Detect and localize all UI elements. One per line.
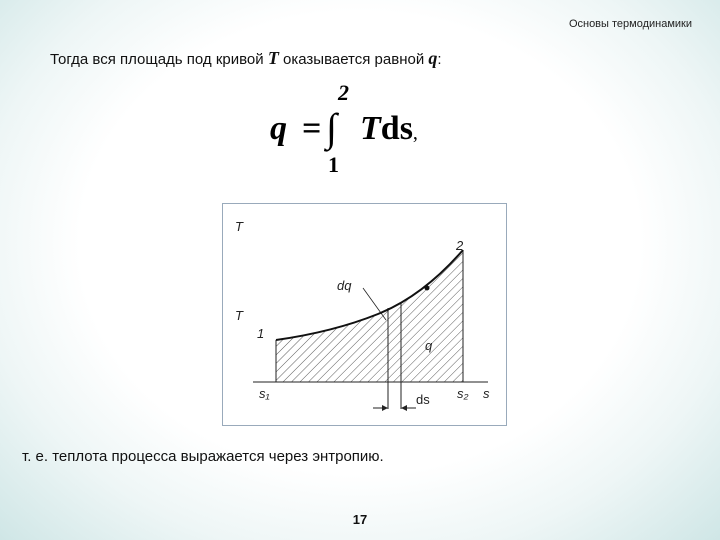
- intro-part1: Тогда вся площадь под кривой: [50, 51, 268, 68]
- dq-label: dq: [337, 278, 352, 293]
- intro-part2: оказывается равной: [278, 51, 429, 68]
- s2-label: s₂: [457, 386, 469, 401]
- ds-arrowhead-left: [382, 405, 388, 411]
- ts-diagram-svg: [223, 204, 506, 425]
- integrand-ds: ds: [380, 110, 413, 147]
- intro-text: [50, 48, 442, 69]
- x-axis-label: s: [483, 386, 490, 401]
- y-axis-label: T: [235, 219, 243, 234]
- page-number: 17: [352, 512, 368, 527]
- y-axis-label-2: T: [235, 308, 243, 323]
- q-label: q: [425, 338, 433, 353]
- intro-part3: :: [437, 51, 442, 68]
- ds-arrowhead-right: [401, 405, 407, 411]
- ts-diagram: [222, 203, 507, 426]
- intro-symbol-q: q: [428, 48, 438, 68]
- integral-lower-limit: 1: [328, 152, 339, 177]
- slide-header: Основы термодинамики: [568, 18, 692, 30]
- integral-sign: ∫: [326, 105, 337, 150]
- formula-lhs: q: [270, 110, 287, 147]
- heat-integral-formula: [240, 80, 480, 180]
- formula-equals: =: [302, 110, 322, 147]
- conclusion-text: т. е. теплота процесса выражается через энтропию.: [22, 448, 384, 465]
- point-2-label: 2: [456, 238, 464, 253]
- integrand-T: T: [360, 110, 381, 147]
- curve-point: [425, 286, 430, 291]
- formula-comma: ,: [412, 122, 418, 144]
- intro-symbol-T: T: [267, 48, 279, 68]
- ds-label: ds: [416, 392, 430, 407]
- integral-upper-limit: 2: [338, 80, 349, 105]
- s1-label: s₁: [259, 386, 270, 401]
- point-1-label: 1: [257, 326, 265, 341]
- formula-integrand: [360, 110, 418, 148]
